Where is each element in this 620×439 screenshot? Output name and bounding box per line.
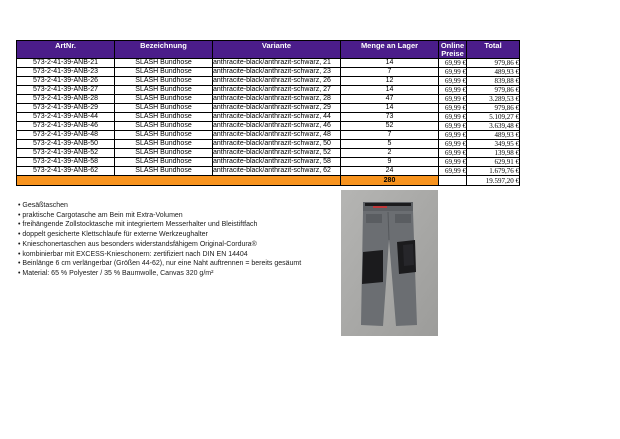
cell-artnr: 573-2-41-39-ANB-52 [17, 149, 115, 158]
table-row [17, 131, 520, 140]
cell-variante: anthracite-black/anthrazit-schwarz, 58 [213, 158, 341, 167]
feature-list [18, 201, 378, 279]
table-row [17, 86, 520, 95]
cell-bezeichnung: SLASH Bundhose [115, 167, 213, 176]
col-header-bezeichnung: Bezeichnung [115, 41, 213, 59]
cell-menge: 73 [341, 113, 439, 122]
work-trousers-product-photo [341, 190, 438, 336]
inventory-sheet [16, 40, 519, 186]
cell-total: 139,98 € [467, 149, 520, 158]
cell-variante: anthracite-black/anthrazit-schwarz, 23 [213, 68, 341, 77]
cell-artnr: 573-2-41-39-ANB-26 [17, 77, 115, 86]
cell-artnr: 573-2-41-39-ANB-21 [17, 59, 115, 68]
cell-preis: 69,99 € [439, 59, 467, 68]
cell-preis: 69,99 € [439, 131, 467, 140]
cell-menge: 12 [341, 77, 439, 86]
inventory-table [16, 40, 520, 186]
cell-variante: anthracite-black/anthrazit-schwarz, 27 [213, 86, 341, 95]
col-header-preise-label: Online Preise [440, 41, 465, 58]
table-row [17, 158, 520, 167]
cell-bezeichnung: SLASH Bundhose [115, 131, 213, 140]
cell-menge: 7 [341, 131, 439, 140]
col-header-artnr: ArtNr. [17, 41, 115, 59]
cell-artnr: 573-2-41-39-ANB-29 [17, 104, 115, 113]
cell-menge: 47 [341, 95, 439, 104]
work-trousers-icon [341, 190, 438, 336]
cell-variante: anthracite-black/anthrazit-schwarz, 28 [213, 95, 341, 104]
cell-preis: 69,99 € [439, 113, 467, 122]
total-sum: 19.597,20 € [467, 176, 520, 186]
feature-item: • Material: 65 % Polyester / 35 % Baumwolle, Canvas 320 g/m² [18, 269, 214, 277]
cell-total: 3.289,53 € [467, 95, 520, 104]
cell-preis: 69,99 € [439, 158, 467, 167]
cell-total: 5.109,27 € [467, 113, 520, 122]
cell-artnr: 573-2-41-39-ANB-27 [17, 86, 115, 95]
cell-preis: 69,99 € [439, 167, 467, 176]
cell-total: 349,95 € [467, 140, 520, 149]
cell-menge: 14 [341, 86, 439, 95]
table-row [17, 95, 520, 104]
cell-bezeichnung: SLASH Bundhose [115, 68, 213, 77]
cell-total: 979,86 € [467, 59, 520, 68]
total-row-empty [439, 176, 467, 186]
table-row [17, 140, 520, 149]
cell-total: 1.679,76 € [467, 167, 520, 176]
cell-total: 489,93 € [467, 68, 520, 77]
cell-bezeichnung: SLASH Bundhose [115, 104, 213, 113]
cell-variante: anthracite-black/anthrazit-schwarz, 21 [213, 59, 341, 68]
cell-variante: anthracite-black/anthrazit-schwarz, 29 [213, 104, 341, 113]
cell-menge: 7 [341, 68, 439, 77]
cell-artnr: 573-2-41-39-ANB-58 [17, 158, 115, 167]
col-header-menge [341, 41, 439, 59]
cell-preis: 69,99 € [439, 122, 467, 131]
cell-variante: anthracite-black/anthrazit-schwarz, 50 [213, 140, 341, 149]
cell-variante: anthracite-black/anthrazit-schwarz, 48 [213, 131, 341, 140]
cell-total: 3.639,48 € [467, 122, 520, 131]
cell-preis: 69,99 € [439, 149, 467, 158]
cell-artnr: 573-2-41-39-ANB-28 [17, 95, 115, 104]
cell-artnr: 573-2-41-39-ANB-46 [17, 122, 115, 131]
cell-artnr: 573-2-41-39-ANB-48 [17, 131, 115, 140]
cell-bezeichnung: SLASH Bundhose [115, 77, 213, 86]
col-header-total: Total [467, 41, 520, 59]
table-row [17, 59, 520, 68]
col-header-preise [439, 41, 467, 59]
cell-variante: anthracite-black/anthrazit-schwarz, 62 [213, 167, 341, 176]
cell-bezeichnung: SLASH Bundhose [115, 149, 213, 158]
feature-item: • freihängende Zollstocktasche mit integriertem Messerhalter und Bleistiftfach [18, 221, 258, 229]
cell-menge: 24 [341, 167, 439, 176]
cell-artnr: 573-2-41-39-ANB-23 [17, 68, 115, 77]
cell-preis: 69,99 € [439, 77, 467, 86]
cell-bezeichnung: SLASH Bundhose [115, 86, 213, 95]
cell-artnr: 573-2-41-39-ANB-44 [17, 113, 115, 122]
table-row [17, 113, 520, 122]
cell-total: 489,93 € [467, 131, 520, 140]
table-row [17, 68, 520, 77]
feature-item: • Knieschonertaschen aus besonders widerstandsfähigem Original-Cordura® [18, 240, 257, 248]
cell-menge: 14 [341, 104, 439, 113]
cell-menge: 2 [341, 149, 439, 158]
table-row [17, 167, 520, 176]
cell-preis: 69,99 € [439, 86, 467, 95]
cell-preis: 69,99 € [439, 95, 467, 104]
cell-artnr: 573-2-41-39-ANB-62 [17, 167, 115, 176]
cell-variante: anthracite-black/anthrazit-schwarz, 46 [213, 122, 341, 131]
cell-menge: 52 [341, 122, 439, 131]
table-header-row [17, 41, 520, 59]
cell-bezeichnung: SLASH Bundhose [115, 59, 213, 68]
feature-item: • praktische Cargotasche am Bein mit Extra-Volumen [18, 211, 183, 219]
feature-item: • Gesäßtaschen [18, 202, 68, 209]
col-header-menge-label: Menge an Lager [360, 41, 419, 50]
cell-bezeichnung: SLASH Bundhose [115, 158, 213, 167]
table-row [17, 104, 520, 113]
cell-menge: 5 [341, 140, 439, 149]
table-row [17, 122, 520, 131]
table-row [17, 77, 520, 86]
cell-bezeichnung: SLASH Bundhose [115, 113, 213, 122]
cell-bezeichnung: SLASH Bundhose [115, 122, 213, 131]
table-row [17, 149, 520, 158]
cell-preis: 69,99 € [439, 140, 467, 149]
cell-variante: anthracite-black/anthrazit-schwarz, 44 [213, 113, 341, 122]
cell-preis: 69,99 € [439, 104, 467, 113]
feature-item: • kombinierbar mit EXCESS-Knieschonern: zertifiziert nach DIN EN 14404 [18, 250, 248, 258]
cell-menge: 14 [341, 59, 439, 68]
total-quantity: 280 [341, 176, 439, 186]
cell-menge: 9 [341, 158, 439, 167]
cell-variante: anthracite-black/anthrazit-schwarz, 52 [213, 149, 341, 158]
cell-total: 979,86 € [467, 104, 520, 113]
feature-item: • Beinlänge 6 cm verlängerbar (Größen 44-62), nur eine Naht auftrennen = bereits gesäumt [18, 260, 302, 268]
col-header-variante: Variante [213, 41, 341, 59]
cell-variante: anthracite-black/anthrazit-schwarz, 26 [213, 77, 341, 86]
cell-bezeichnung: SLASH Bundhose [115, 95, 213, 104]
feature-item: • doppelt gesicherte Klettschlaufe für externe Werkzeughalter [18, 231, 208, 239]
total-row-spacer [17, 176, 341, 186]
cell-total: 979,86 € [467, 86, 520, 95]
cell-artnr: 573-2-41-39-ANB-50 [17, 140, 115, 149]
total-row [17, 176, 520, 186]
cell-bezeichnung: SLASH Bundhose [115, 140, 213, 149]
cell-total: 839,88 € [467, 77, 520, 86]
cell-preis: 69,99 € [439, 68, 467, 77]
cell-total: 629,91 € [467, 158, 520, 167]
